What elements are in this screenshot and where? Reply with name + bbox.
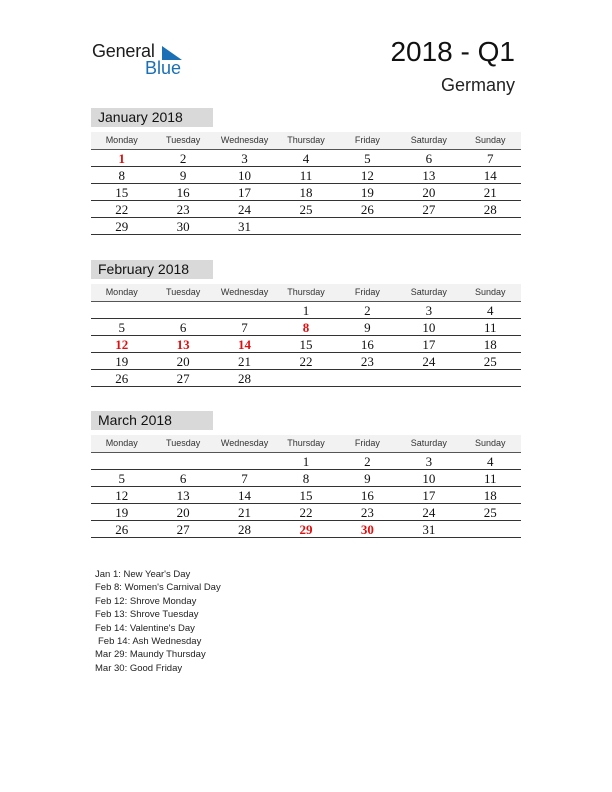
month-header: March 2018 bbox=[91, 411, 213, 430]
date-cell: 5 bbox=[364, 151, 371, 166]
week-row bbox=[91, 150, 521, 167]
date-cell: 17 bbox=[238, 185, 252, 200]
weekday-label: Thursday bbox=[287, 135, 325, 145]
weekday-label: Tuesday bbox=[166, 135, 201, 145]
date-cell bbox=[460, 521, 521, 537]
date-cell: 15 bbox=[299, 337, 313, 352]
date-cell: 22 bbox=[115, 202, 129, 217]
date-cell bbox=[91, 302, 152, 318]
date-cell: 31 bbox=[238, 219, 252, 234]
date-cell: 26 bbox=[115, 371, 129, 386]
date-cell bbox=[214, 453, 275, 469]
date-cell: 26 bbox=[115, 522, 129, 537]
date-cell: 23 bbox=[176, 202, 190, 217]
weekday-label: Friday bbox=[354, 438, 380, 448]
holiday-item: Mar 29: Maundy Thursday bbox=[95, 649, 206, 661]
week-row bbox=[91, 218, 521, 235]
date-cell bbox=[398, 218, 459, 234]
date-cell: 27 bbox=[422, 202, 436, 217]
date-cell: 23 bbox=[360, 505, 374, 520]
week-row bbox=[91, 353, 521, 370]
holiday-date-cell: 12 bbox=[115, 337, 129, 352]
date-cell: 7 bbox=[486, 151, 494, 166]
date-cell: 4 bbox=[486, 454, 494, 469]
date-cell: 26 bbox=[360, 202, 374, 217]
date-cell: 16 bbox=[360, 337, 374, 352]
date-cell: 19 bbox=[115, 505, 129, 520]
date-cell: 19 bbox=[115, 354, 129, 369]
date-cell: 10 bbox=[422, 471, 436, 486]
logo bbox=[92, 41, 192, 81]
date-cell: 2 bbox=[364, 454, 371, 469]
holiday-date-cell: 1 bbox=[118, 151, 125, 166]
date-cell: 9 bbox=[364, 320, 371, 335]
date-cell: 8 bbox=[302, 471, 310, 486]
weekday-label: Monday bbox=[105, 438, 138, 448]
date-cell: 31 bbox=[422, 522, 436, 537]
date-cell: 1 bbox=[302, 454, 310, 469]
date-cell: 21 bbox=[238, 505, 252, 520]
date-cell: 12 bbox=[360, 168, 374, 183]
country-name: Germany bbox=[440, 75, 515, 95]
date-cell: 22 bbox=[299, 505, 313, 520]
week-row bbox=[91, 453, 521, 470]
date-cell: 11 bbox=[299, 168, 313, 183]
date-cell: 2 bbox=[179, 151, 187, 166]
date-cell: 20 bbox=[176, 354, 190, 369]
holiday-list bbox=[95, 568, 221, 675]
date-cell: 24 bbox=[422, 505, 436, 520]
week-row bbox=[91, 184, 521, 201]
holiday-item: Feb 8: Women's Carnival Day bbox=[95, 582, 221, 594]
week-row bbox=[91, 302, 521, 319]
date-cell: 28 bbox=[238, 371, 252, 386]
date-cell bbox=[91, 453, 152, 469]
week-row bbox=[91, 370, 521, 387]
holiday-item: Feb 14: Ash Wednesday bbox=[98, 635, 202, 647]
date-cell: 29 bbox=[115, 219, 129, 234]
date-cell: 23 bbox=[360, 354, 374, 369]
date-cell: 10 bbox=[422, 320, 436, 335]
calendar-grid bbox=[91, 284, 521, 387]
holiday-date-cell: 8 bbox=[302, 320, 310, 335]
weekday-label: Sunday bbox=[474, 438, 506, 448]
date-cell: 11 bbox=[483, 471, 497, 486]
week-row bbox=[91, 487, 521, 504]
date-cell: 27 bbox=[176, 371, 190, 386]
holiday-date-cell: 30 bbox=[360, 522, 374, 537]
date-cell: 22 bbox=[299, 354, 313, 369]
date-cell: 18 bbox=[483, 337, 497, 352]
weekday-label: Thursday bbox=[287, 438, 325, 448]
date-cell bbox=[460, 218, 521, 234]
logo-general-text: General bbox=[92, 41, 155, 61]
date-cell: 18 bbox=[299, 185, 313, 200]
calendar-grid bbox=[91, 132, 521, 235]
week-row bbox=[91, 167, 521, 184]
date-cell bbox=[152, 302, 213, 318]
weekday-label: Sunday bbox=[474, 287, 506, 297]
weekday-label: Wednesday bbox=[220, 438, 269, 448]
holiday-item: Jan 1: New Year's Day bbox=[95, 569, 191, 580]
month-march bbox=[91, 411, 521, 538]
date-cell: 3 bbox=[425, 303, 433, 318]
weekday-label: Monday bbox=[105, 135, 138, 145]
holiday-date-cell: 29 bbox=[299, 522, 313, 537]
date-cell: 16 bbox=[176, 185, 190, 200]
date-cell: 4 bbox=[486, 303, 494, 318]
date-cell: 3 bbox=[425, 454, 433, 469]
week-row bbox=[91, 521, 521, 538]
date-cell: 5 bbox=[118, 320, 125, 335]
date-cell bbox=[337, 370, 398, 386]
holiday-date-cell: 14 bbox=[238, 337, 252, 352]
page-title: 2018 - Q1 bbox=[390, 36, 515, 67]
date-cell: 21 bbox=[238, 354, 252, 369]
date-cell: 9 bbox=[179, 168, 187, 183]
date-cell: 27 bbox=[176, 522, 190, 537]
date-cell: 30 bbox=[176, 219, 190, 234]
weekday-label: Sunday bbox=[474, 135, 506, 145]
week-row bbox=[91, 201, 521, 218]
date-cell: 28 bbox=[238, 522, 252, 537]
date-cell: 25 bbox=[483, 354, 497, 369]
date-cell: 15 bbox=[115, 185, 129, 200]
date-cell: 2 bbox=[364, 303, 371, 318]
date-cell bbox=[275, 218, 336, 234]
week-row bbox=[91, 319, 521, 336]
date-cell: 7 bbox=[241, 320, 248, 335]
week-row bbox=[91, 470, 521, 487]
date-cell: 25 bbox=[483, 505, 497, 520]
month-header: February 2018 bbox=[91, 260, 213, 279]
month-january bbox=[91, 108, 521, 235]
date-cell bbox=[337, 218, 398, 234]
date-cell: 20 bbox=[422, 185, 436, 200]
date-cell: 13 bbox=[422, 168, 436, 183]
date-cell: 18 bbox=[483, 488, 497, 503]
date-cell: 17 bbox=[422, 337, 436, 352]
date-cell bbox=[214, 302, 275, 318]
date-cell: 24 bbox=[238, 202, 252, 217]
date-cell: 5 bbox=[118, 471, 125, 486]
holiday-item: Feb 12: Shrove Monday bbox=[95, 595, 197, 607]
weekday-label: Wednesday bbox=[220, 135, 269, 145]
month-header: January 2018 bbox=[91, 108, 213, 127]
date-cell: 16 bbox=[360, 488, 374, 503]
date-cell: 1 bbox=[302, 303, 310, 318]
date-cell: 7 bbox=[241, 471, 248, 486]
logo-blue-text: Blue bbox=[145, 58, 182, 78]
date-cell: 24 bbox=[422, 354, 436, 369]
weekday-header-row bbox=[91, 435, 521, 453]
holiday-date-cell: 13 bbox=[176, 337, 190, 352]
calendar-grid bbox=[91, 435, 521, 538]
date-cell: 28 bbox=[483, 202, 497, 217]
week-row bbox=[91, 336, 521, 353]
date-cell: 20 bbox=[176, 505, 190, 520]
date-cell: 4 bbox=[302, 151, 310, 166]
weekday-label: Tuesday bbox=[166, 287, 201, 297]
date-cell: 19 bbox=[360, 185, 374, 200]
date-cell: 12 bbox=[115, 488, 129, 503]
date-cell: 25 bbox=[299, 202, 313, 217]
weekday-label: Saturday bbox=[410, 135, 447, 145]
date-cell: 3 bbox=[241, 151, 248, 166]
weekday-label: Monday bbox=[105, 287, 138, 297]
date-cell: 14 bbox=[483, 168, 497, 183]
date-cell bbox=[460, 370, 521, 386]
date-cell: 10 bbox=[238, 168, 252, 183]
date-cell: 21 bbox=[483, 185, 497, 200]
date-cell: 8 bbox=[118, 168, 125, 183]
weekday-header-row bbox=[91, 132, 521, 150]
date-cell: 14 bbox=[238, 488, 252, 503]
weekday-label: Thursday bbox=[287, 287, 325, 297]
weekday-label: Saturday bbox=[410, 438, 447, 448]
date-cell: 6 bbox=[425, 151, 433, 166]
weekday-label: Tuesday bbox=[166, 438, 201, 448]
date-cell: 9 bbox=[364, 471, 371, 486]
date-cell bbox=[398, 370, 459, 386]
date-cell bbox=[152, 453, 213, 469]
holiday-item: Feb 14: Valentine's Day bbox=[95, 622, 195, 634]
date-cell: 13 bbox=[176, 488, 190, 503]
date-cell: 15 bbox=[299, 488, 313, 503]
weekday-label: Friday bbox=[354, 135, 380, 145]
date-cell: 11 bbox=[483, 320, 497, 335]
weekday-label: Wednesday bbox=[220, 287, 269, 297]
date-cell: 6 bbox=[179, 320, 187, 335]
date-cell bbox=[275, 370, 336, 386]
holiday-item: Feb 13: Shrove Tuesday bbox=[95, 609, 199, 621]
weekday-header-row bbox=[91, 284, 521, 302]
weekday-label: Saturday bbox=[410, 287, 447, 297]
weekday-label: Friday bbox=[354, 287, 380, 297]
month-february bbox=[91, 260, 521, 387]
date-cell: 6 bbox=[179, 471, 187, 486]
holiday-item: Mar 30: Good Friday bbox=[95, 662, 183, 674]
week-row bbox=[91, 504, 521, 521]
date-cell: 17 bbox=[422, 488, 436, 503]
